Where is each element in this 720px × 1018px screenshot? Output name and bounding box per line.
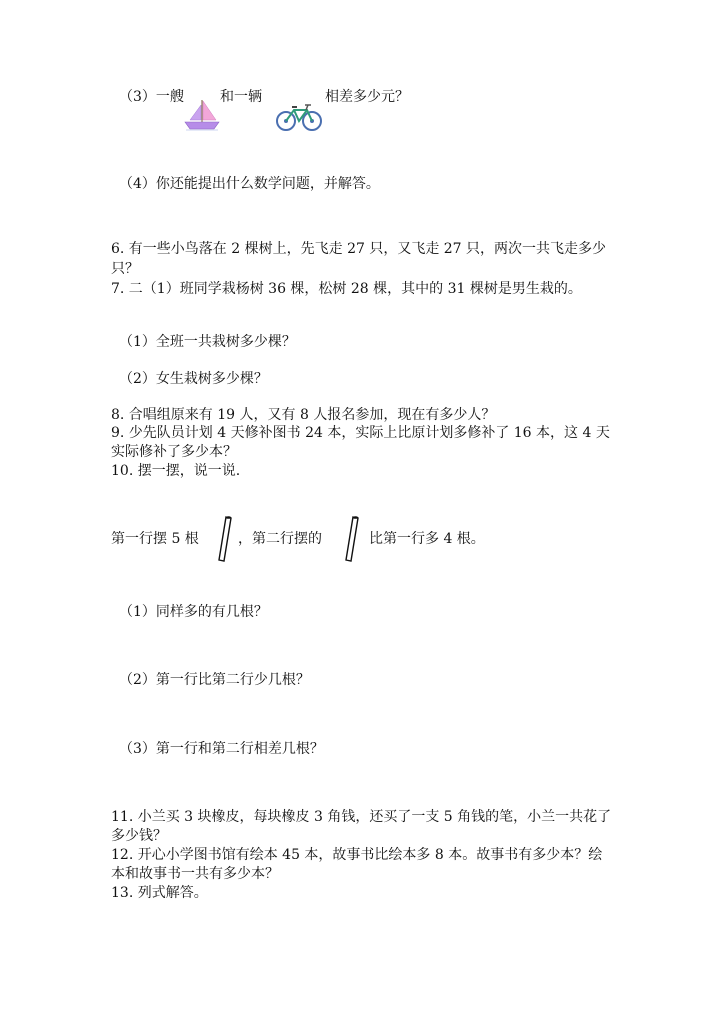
q13-text: 13. 列式解答。 xyxy=(111,885,208,901)
q8-text: 8. 合唱组原来有 19 人，又有 8 人报名参加，现在有多少人？ xyxy=(111,407,496,423)
q10-row-part2: ，第二行摆的 xyxy=(238,531,322,547)
stick-icon xyxy=(214,514,236,564)
q7-sub1: （1）全班一共栽树多少棵？ xyxy=(119,334,296,350)
q7-sub2: （2）女生栽树多少棵？ xyxy=(119,371,268,387)
q11-line1: 11. 小兰买 3 块橡皮，每块橡皮 3 角钱，还买了一支 5 角钱的笔，小兰一共花了 xyxy=(111,809,612,825)
q10-sub2: （2）第一行比第二行少几根？ xyxy=(119,672,310,688)
q9-line1: 9. 少先队员计划 4 天修补图书 24 本，实际上比原计划多修补了 16 本，这 4 天 xyxy=(111,425,610,441)
q10-row-part3: 比第一行多 4 根。 xyxy=(369,531,485,547)
q5-sub3-part2: 和一辆 xyxy=(220,89,262,105)
q6-line2: 只？ xyxy=(111,261,139,277)
q6-line1: 6. 有一些小鸟落在 2 棵树上，先飞走 27 只，又飞走 27 只，两次一共飞走多少 xyxy=(111,241,607,257)
q5-sub3-part3: 相差多少元？ xyxy=(325,89,409,105)
q5-sub3-part1: （3）一艘 xyxy=(119,89,184,105)
q7-text: 7. 二（1）班同学栽杨树 36 棵，松树 28 棵，其中的 31 棵树是男生栽的。 xyxy=(111,281,582,297)
q9-line2: 实际修补了多少本？ xyxy=(111,444,237,460)
q11-line2: 多少钱？ xyxy=(111,828,167,844)
bicycle-icon xyxy=(275,102,323,132)
q10-sub3: （3）第一行和第二行相差几根？ xyxy=(119,741,324,757)
q10-row-part1: 第一行摆 5 根 xyxy=(111,531,199,547)
q5-sub4: （4）你还能提出什么数学问题，并解答。 xyxy=(119,176,380,192)
sailboat-icon xyxy=(182,98,222,132)
q10-sub1: （1）同样多的有几根？ xyxy=(119,604,268,620)
q10-text: 10. 摆一摆，说一说. xyxy=(111,463,241,479)
q12-line1: 12. 开心小学图书馆有绘本 45 本，故事书比绘本多 8 本。故事书有多少本？绘 xyxy=(111,847,603,863)
stick-icon xyxy=(341,514,363,564)
q12-line2: 本和故事书一共有多少本？ xyxy=(111,866,279,882)
